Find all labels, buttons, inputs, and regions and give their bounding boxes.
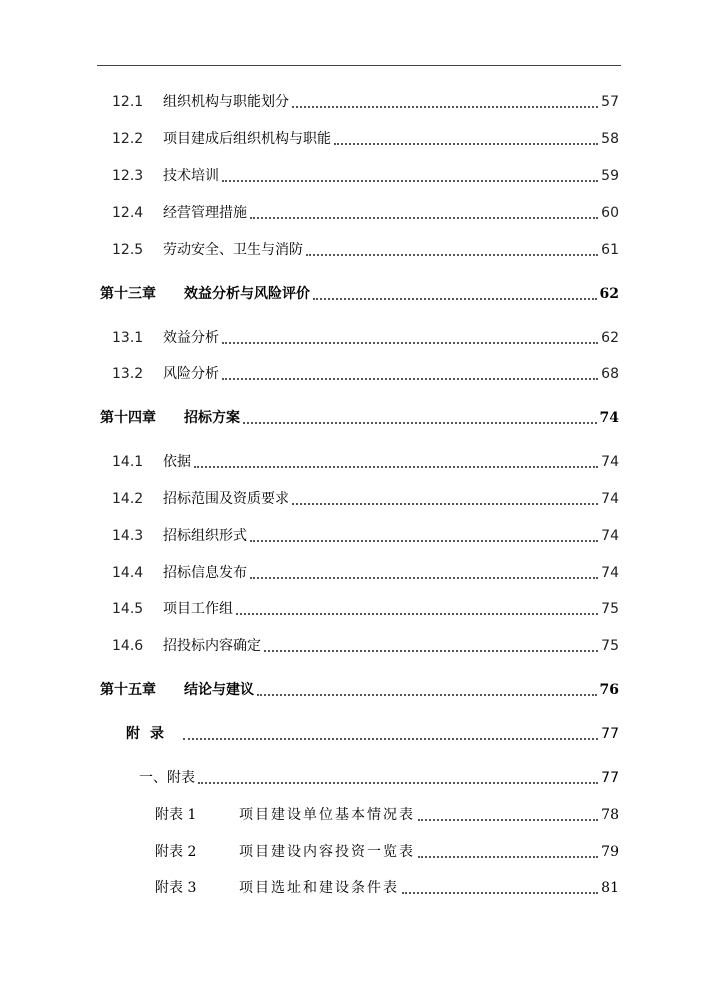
- toc-page: 62: [601, 330, 619, 346]
- toc-entry-14-1[interactable]: [112, 450, 619, 474]
- toc-page: 62: [599, 286, 619, 302]
- toc-page: 59: [601, 168, 619, 184]
- toc-entry-12-4[interactable]: [112, 201, 619, 225]
- toc-number: 14.3: [112, 528, 144, 544]
- toc-leader: [250, 576, 598, 579]
- toc-leader: [264, 649, 598, 652]
- toc-leader: [243, 421, 597, 424]
- toc-page: 74: [599, 410, 619, 426]
- toc-appendix-title: 附录: [126, 726, 174, 742]
- toc-number: 14.2: [112, 491, 144, 507]
- toc-chapter-title: 招标方案: [184, 410, 240, 426]
- toc-leader: [250, 216, 598, 219]
- toc-chapter-number: 第十四章: [100, 410, 156, 426]
- toc-appendix-table-3[interactable]: [155, 876, 619, 900]
- toc-table-label: 附表 2: [155, 844, 197, 860]
- toc-page: 77: [601, 726, 619, 742]
- toc-number: 12.3: [112, 168, 144, 184]
- toc-chapter-13[interactable]: [100, 282, 619, 306]
- toc-appendix-subtitle: 一、附表: [139, 770, 195, 786]
- toc-title: 项目工作组: [163, 601, 233, 617]
- toc-leader: [222, 179, 598, 182]
- toc-number: 12.1: [112, 94, 144, 110]
- toc-leader: [306, 253, 598, 256]
- toc-leader: [418, 818, 598, 821]
- toc-number: 12.4: [112, 205, 144, 221]
- toc-entry-14-4[interactable]: [112, 561, 619, 585]
- toc-page: 74: [601, 528, 619, 544]
- toc-page: 79: [601, 844, 619, 860]
- toc-entry-12-3[interactable]: [112, 164, 619, 188]
- toc-entry-12-1[interactable]: [112, 90, 619, 114]
- toc-title: 招标信息发布: [163, 565, 247, 581]
- toc-title: 风险分析: [163, 366, 219, 382]
- toc-title: 效益分析: [163, 330, 219, 346]
- toc-table-title: 项目选址和建设条件表: [239, 880, 399, 896]
- toc-page: 81: [601, 880, 619, 896]
- toc-page: 58: [601, 131, 619, 147]
- toc-entry-14-6[interactable]: [112, 634, 619, 658]
- toc-page: 74: [601, 565, 619, 581]
- toc-appendix-tables[interactable]: [139, 766, 619, 790]
- toc-entry-12-5[interactable]: [112, 238, 619, 262]
- toc-chapter-15[interactable]: [100, 678, 619, 702]
- toc-chapter-title: 效益分析与风险评价: [184, 286, 310, 302]
- toc-leader: [402, 891, 598, 894]
- toc-title: 招标组织形式: [163, 528, 247, 544]
- toc-leader: [250, 539, 598, 542]
- toc-leader: [313, 297, 597, 300]
- toc-chapter-number: 第十三章: [100, 286, 156, 302]
- toc-chapter-number: 第十五章: [100, 682, 156, 698]
- toc-page: 77: [601, 770, 619, 786]
- toc-appendix-table-2[interactable]: [155, 840, 619, 864]
- toc-number: 14.4: [112, 565, 144, 581]
- toc-title: 依据: [163, 454, 191, 470]
- toc-table-label: 附表 3: [155, 880, 197, 896]
- toc-leader: [418, 855, 598, 858]
- toc-title: 组织机构与职能划分: [163, 94, 289, 110]
- toc-leader: [222, 341, 598, 344]
- toc-leader: [292, 502, 598, 505]
- toc-page: 76: [599, 682, 619, 698]
- toc-leader: [183, 737, 598, 740]
- toc-chapter-title: 结论与建议: [184, 682, 254, 698]
- toc-leader: [222, 377, 598, 380]
- toc-leader: [198, 781, 598, 784]
- toc-entry-14-3[interactable]: [112, 524, 619, 548]
- toc-title: 经营管理措施: [163, 205, 247, 221]
- toc-appendix-table-1[interactable]: [155, 803, 619, 827]
- toc-page: 60: [601, 205, 619, 221]
- toc-number: 14.5: [112, 601, 144, 617]
- toc-page: 61: [601, 242, 619, 258]
- toc-entry-14-2[interactable]: [112, 487, 619, 511]
- toc-entry-13-2[interactable]: [112, 362, 619, 386]
- toc-entry-12-2[interactable]: [112, 127, 619, 151]
- toc-entry-14-5[interactable]: [112, 597, 619, 621]
- toc-page: 75: [601, 638, 619, 654]
- toc-page: 74: [601, 491, 619, 507]
- toc-table-title: 项目建设内容投资一览表: [239, 844, 415, 860]
- toc-leader: [236, 612, 598, 615]
- toc-table-title: 项目建设单位基本情况表: [239, 807, 415, 823]
- toc-number: 13.1: [112, 330, 144, 346]
- toc-page: 74: [601, 454, 619, 470]
- toc-page: 78: [601, 807, 619, 823]
- toc-number: 13.2: [112, 366, 144, 382]
- toc-leader: [292, 105, 598, 108]
- toc-title: 劳动安全、卫生与消防: [163, 242, 303, 258]
- toc-appendix[interactable]: [126, 722, 619, 746]
- toc-title: 招标范围及资质要求: [163, 491, 289, 507]
- toc-number: 14.1: [112, 454, 144, 470]
- toc-leader: [194, 465, 598, 468]
- toc-title: 项目建成后组织机构与职能: [163, 131, 331, 147]
- toc-page: 68: [601, 366, 619, 382]
- toc-number: 14.6: [112, 638, 144, 654]
- toc-table-label: 附表 1: [155, 807, 197, 823]
- toc-title: 招投标内容确定: [163, 638, 261, 654]
- toc-number: 12.2: [112, 131, 144, 147]
- toc-page: 57: [601, 94, 619, 110]
- toc-leader: [334, 142, 598, 145]
- toc-leader: [257, 693, 597, 696]
- toc-page: 75: [601, 601, 619, 617]
- toc-number: 12.5: [112, 242, 144, 258]
- toc-entry-13-1[interactable]: [112, 326, 619, 350]
- toc-chapter-14[interactable]: [100, 406, 619, 430]
- toc-title: 技术培训: [163, 168, 219, 184]
